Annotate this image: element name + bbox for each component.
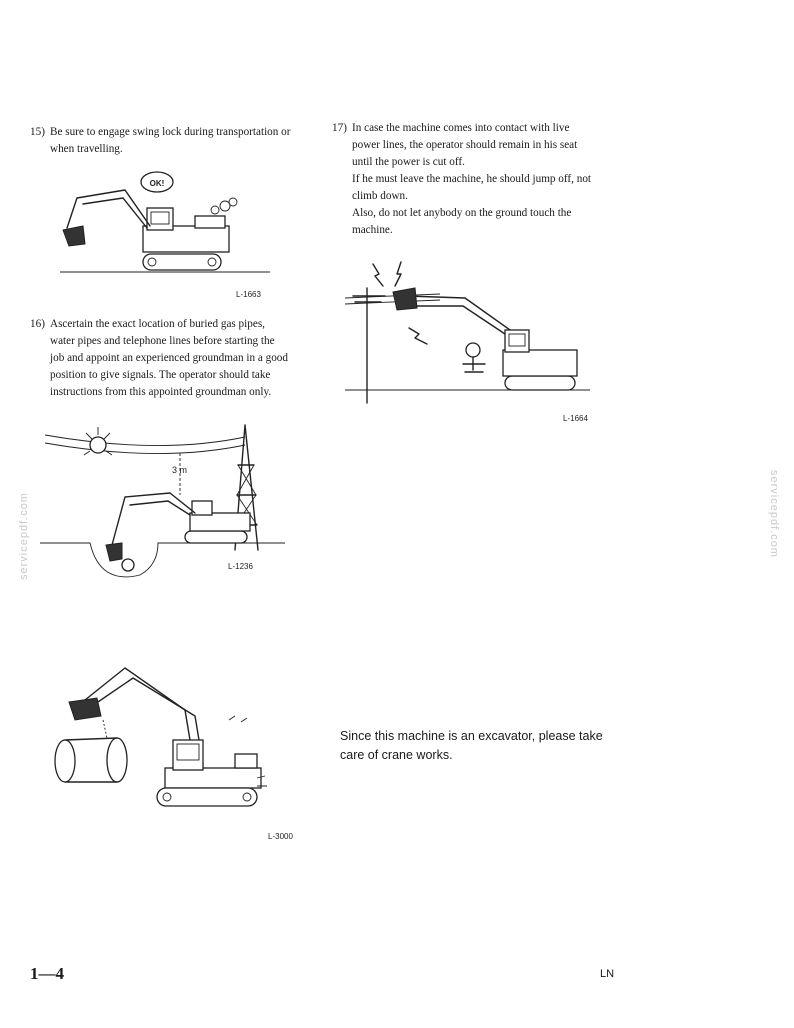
figure-label: L-1236: [228, 562, 253, 571]
figure-swing-lock: [55, 168, 275, 278]
bubble-text: OK!: [149, 179, 165, 188]
figure-label: L-3000: [268, 832, 293, 841]
item-text-line: machine.: [352, 224, 393, 236]
item-text-line: climb down.: [352, 190, 408, 202]
crane-works-note: [340, 727, 630, 765]
item-number: 17): [332, 122, 347, 134]
figure-live-power-lines: [345, 258, 595, 408]
instruction-17: [332, 120, 614, 239]
item-number: 16): [30, 318, 45, 330]
item-number: 15): [30, 126, 45, 138]
item-text-line: position to give signals. The operator should take: [50, 369, 271, 381]
excavator-illustration: [55, 168, 275, 278]
item-text-line: when travelling.: [50, 143, 123, 155]
item-text-line: job and appoint an experienced groundman in a good: [50, 352, 288, 364]
dimension-text: 3 m: [172, 465, 188, 475]
note-line: care of crane works.: [340, 748, 453, 762]
item-text-line: Be sure to engage swing lock during transportation or: [50, 126, 291, 138]
item-text-line: water pipes and telephone lines before starting the: [50, 335, 275, 347]
figure-label: L-1663: [236, 290, 261, 299]
excavator-lifting-illustration: [45, 660, 275, 820]
watermark-left: servicepdf.com: [18, 492, 30, 580]
figure-crane-works: [45, 660, 275, 820]
watermark-right: servicepdf.com: [768, 470, 780, 558]
instruction-16: [30, 316, 306, 401]
document-code: LN: [600, 968, 615, 980]
item-text-line: In case the machine comes into contact with live: [352, 122, 570, 134]
note-line: Since this machine is an excavator, please take: [340, 729, 603, 743]
excavator-contact-illustration: [345, 258, 595, 408]
item-text-line: power lines, the operator should remain in his seat: [352, 139, 578, 151]
item-text-line: until the power is cut off.: [352, 156, 465, 168]
item-text-line: If he must leave the machine, he should jump off, not: [352, 173, 592, 185]
item-text-line: instructions from this appointed groundman only.: [50, 386, 272, 398]
item-text-line: Ascertain the exact location of buried gas pipes,: [50, 318, 265, 330]
figure-label: L-1664: [563, 414, 588, 423]
instruction-15: [30, 124, 306, 158]
item-text-line: Also, do not let anybody on the ground touch the: [352, 207, 572, 219]
page-number: 1—4: [30, 964, 64, 983]
